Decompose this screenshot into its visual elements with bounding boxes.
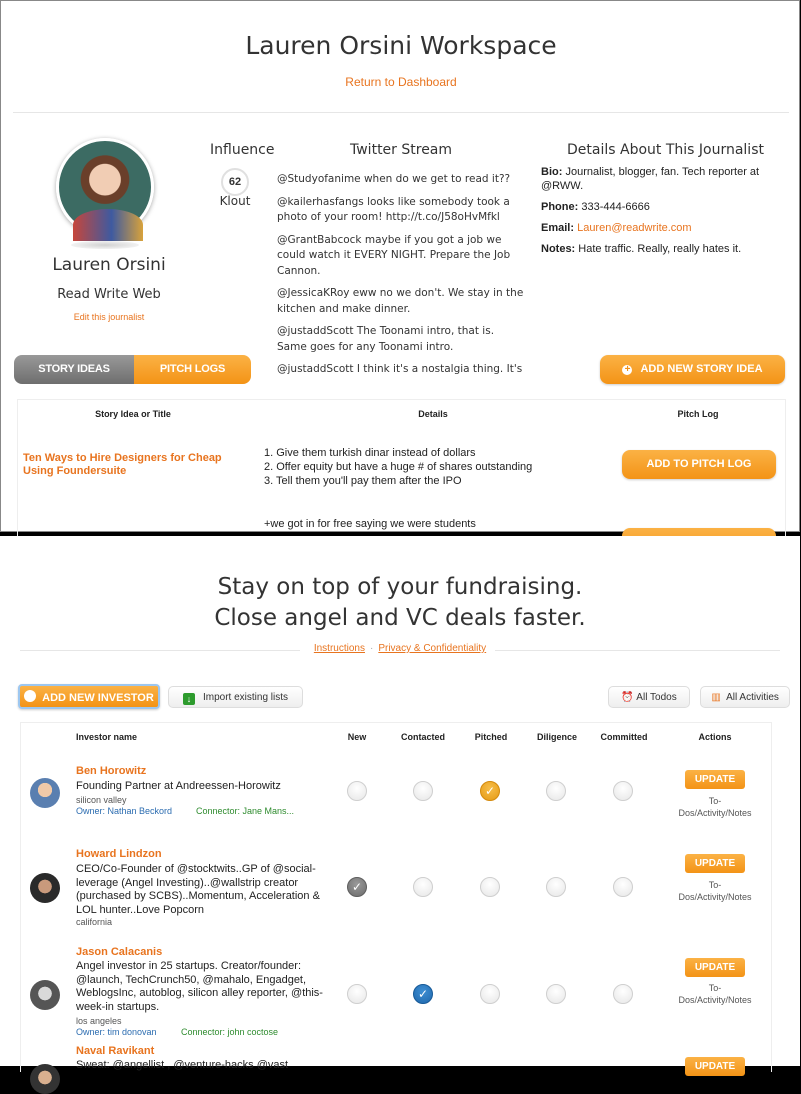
owner-link[interactable]: Owner: tim donovan	[76, 1027, 157, 1037]
return-to-dashboard-link[interactable]: Return to Dashboard	[345, 75, 457, 89]
stage-committed-radio[interactable]	[613, 781, 633, 801]
details-heading: Details About This Journalist	[567, 142, 764, 158]
update-button[interactable]: UPDATE	[685, 854, 745, 873]
phone-label: Phone:	[541, 201, 579, 213]
investor-description: Founding Partner at Andreessen-Horowitz	[76, 780, 281, 792]
stage-committed-radio[interactable]	[613, 984, 633, 1004]
detail-line: 3. Tell them you'll pay them after the IPO	[264, 475, 462, 487]
tweet: @justaddScott I think it's a nostalgia thing. It's	[277, 363, 523, 375]
investor-name-link[interactable]: Jason Calacanis	[76, 946, 163, 958]
tweet: @GrantBabcock maybe if you got a job we could watch it EVERY NIGHT. Prepare the Job Cannon.	[277, 233, 511, 277]
journalist-name: Lauren Orsini	[52, 255, 166, 275]
bio-label: Bio:	[541, 166, 563, 178]
investor-name-link[interactable]: Howard Lindzon	[76, 848, 162, 860]
notes-row	[541, 242, 786, 256]
phone-value: 333-444-6666	[581, 201, 650, 213]
journalist-avatar	[56, 138, 154, 236]
phone-row	[541, 200, 786, 214]
stage-contacted-radio[interactable]	[413, 781, 433, 801]
todos-activity-notes-link[interactable]	[666, 879, 764, 903]
detail-line: 2. Offer equity but have a huge # of shares outstanding	[264, 461, 533, 473]
table-row	[21, 753, 771, 843]
avatar-shadow	[71, 241, 139, 249]
person-add-icon	[24, 690, 36, 702]
todo-label-line: To-	[708, 880, 722, 890]
plus-circle-icon: +	[622, 365, 632, 375]
klout-label: Klout	[219, 194, 251, 208]
bar-chart-icon: ▥	[711, 692, 721, 703]
journalist-org: Read Write Web	[57, 287, 161, 302]
stage-pitched-radio[interactable]	[480, 781, 500, 801]
checkmark-icon: ✓	[417, 987, 429, 1001]
investor-table	[20, 722, 772, 1072]
todos-activity-notes-link[interactable]	[666, 795, 764, 819]
tweet: @kailerhasfangs looks like somebody took a photo of your room! http://t.co/J58oHvMfkl	[277, 195, 510, 223]
update-button[interactable]: UPDATE	[685, 958, 745, 977]
investor-description: CEO/Co-Founder of @stocktwits..GP of @social-leverage (Angel Investing)..@wallstrip creator (purchased by SCBS)..Momentum, Acceleration & LOL hunter..Love Popcorn	[76, 863, 320, 916]
owner-link[interactable]: Owner: Nathan Beckord	[76, 806, 173, 816]
separator: ·	[369, 643, 374, 654]
bio-value: Journalist, blogger, fan. Tech reporter at @RWW.	[541, 166, 760, 192]
todo-label-line: Dos/Activity/Notes	[678, 808, 752, 818]
notes-label: Notes:	[541, 243, 576, 255]
update-button[interactable]: UPDATE	[685, 1057, 745, 1076]
email-row	[541, 221, 786, 235]
all-activities-button[interactable]	[700, 686, 790, 708]
investor-location: los angeles	[76, 1016, 122, 1026]
story-idea-details	[264, 446, 594, 488]
fundraising-panel	[0, 536, 800, 1072]
help-links	[0, 643, 800, 654]
avatar	[30, 873, 60, 903]
column-header: New	[347, 732, 367, 742]
add-new-investor-button[interactable]	[18, 684, 160, 709]
add-story-label: ADD NEW STORY IDEA	[640, 363, 763, 375]
connector-link[interactable]: Connector: Jane Mans...	[196, 806, 295, 816]
stage-contacted-radio[interactable]	[413, 877, 433, 897]
influence-heading: Influence	[210, 142, 275, 158]
twitter-stream-heading: Twitter Stream	[350, 142, 453, 158]
story-idea-details: +we got in for free saying we were students	[264, 518, 476, 530]
investor-name-link[interactable]: Naval Ravikant	[76, 1045, 155, 1057]
stage-committed-radio[interactable]	[613, 877, 633, 897]
todo-label-line: Dos/Activity/Notes	[678, 995, 752, 1005]
detail-line: 1. Give them turkish dinar instead of dollars	[264, 447, 476, 459]
connector-link[interactable]: Connector: john coctose	[181, 1027, 279, 1037]
privacy-link[interactable]: Privacy & Confidentiality	[378, 643, 487, 654]
stage-pitched-radio[interactable]	[480, 877, 500, 897]
tweet: @JessicaKRoy eww no we don't. We stay in the kitchen and make dinner.	[277, 287, 524, 315]
divider	[13, 112, 789, 113]
tweet: @justaddScott The Toonami intro, that is. Same goes for any Toonami intro.	[277, 325, 495, 353]
instructions-link[interactable]: Instructions	[313, 643, 365, 654]
journalist-workspace-panel	[0, 0, 800, 532]
bio-row	[541, 165, 786, 193]
story-idea-title-link[interactable]: Ten Ways to Hire Designers for Cheap Using Foundersuite	[23, 452, 222, 477]
table-row	[21, 1040, 771, 1080]
import-label: Import existing lists	[202, 692, 289, 703]
todo-label-line: Dos/Activity/Notes	[678, 892, 752, 902]
update-button[interactable]: UPDATE	[685, 770, 745, 789]
email-label: Email:	[541, 222, 575, 234]
checkmark-icon: ✓	[351, 880, 363, 894]
investor-location: california	[76, 917, 113, 927]
investor-description: Sweat: @angellist , @venture-hacks @vast	[76, 1059, 289, 1071]
add-new-story-idea-button[interactable]	[600, 355, 785, 384]
checkmark-icon: ✓	[484, 784, 496, 798]
hero-headline	[0, 572, 800, 634]
table-row	[21, 843, 771, 940]
stage-new-radio[interactable]	[347, 877, 367, 897]
column-header: Pitch Log	[677, 409, 719, 419]
add-to-pitch-log-button[interactable]: ADD TO PITCH LOG	[622, 450, 776, 479]
headline-line-1: Stay on top of your fundraising.	[217, 574, 583, 600]
investor-description: Angel investor in 25 startups. Creator/founder: @launch, TechCrunch50, @mahalo, Engadget, WeblogsInc, autoblog, silicon alley reporter, @this-week-in startups.	[76, 960, 323, 1013]
stage-diligence-radio[interactable]	[546, 781, 566, 801]
avatar	[30, 1064, 60, 1094]
tweet: @Studyofanime when do we get to read it??	[277, 173, 511, 185]
table-row	[21, 940, 771, 1040]
todos-activity-notes-link[interactable]	[666, 982, 764, 1006]
journalist-details	[541, 165, 786, 263]
alarm-clock-icon: ⏰	[621, 692, 634, 703]
workspace-title: Lauren Orsini Workspace	[245, 31, 557, 60]
stage-pitched-radio[interactable]	[480, 984, 500, 1004]
tab-story-ideas[interactable]: STORY IDEAS	[14, 355, 134, 384]
story-ideas-table	[17, 399, 786, 539]
stage-diligence-radio[interactable]	[546, 877, 566, 897]
all-todos-button[interactable]	[608, 686, 690, 708]
all-todos-label: All Todos	[636, 692, 677, 703]
column-header: Actions	[698, 732, 732, 742]
stage-new-radio[interactable]	[347, 984, 367, 1004]
investor-name-link[interactable]: Ben Horowitz	[76, 765, 147, 777]
column-header: Committed	[600, 732, 648, 742]
tab-pitch-logs[interactable]: PITCH LOGS	[134, 355, 251, 384]
column-header: Diligence	[536, 732, 577, 742]
all-activities-label: All Activities	[726, 692, 779, 703]
twitter-stream[interactable]	[277, 172, 527, 375]
column-header: Pitched	[474, 732, 508, 742]
column-header: Contacted	[400, 732, 445, 742]
avatar	[30, 778, 60, 808]
investor-location: silicon valley	[76, 795, 127, 805]
edit-journalist-link[interactable]: Edit this journalist	[73, 312, 145, 322]
column-header: Investor name	[76, 732, 138, 742]
notes-value: Hate traffic. Really, really hates it.	[578, 243, 742, 255]
todo-label-line: To-	[708, 796, 722, 806]
avatar	[30, 980, 60, 1010]
column-header: Details	[418, 409, 448, 419]
column-header: Story Idea or Title	[95, 409, 171, 419]
klout-score-badge: 62	[221, 168, 249, 196]
email-link[interactable]: Lauren@readwrite.com	[577, 222, 692, 234]
stage-new-radio[interactable]	[347, 781, 367, 801]
todo-label-line: To-	[708, 983, 722, 993]
import-lists-button[interactable]	[168, 686, 303, 708]
headline-line-2: Close angel and VC deals faster.	[214, 605, 586, 631]
stage-contacted-radio[interactable]	[413, 984, 433, 1004]
stage-diligence-radio[interactable]	[546, 984, 566, 1004]
download-arrow-icon: ↓	[183, 693, 195, 705]
add-investor-label: ADD NEW INVESTOR	[42, 692, 154, 704]
